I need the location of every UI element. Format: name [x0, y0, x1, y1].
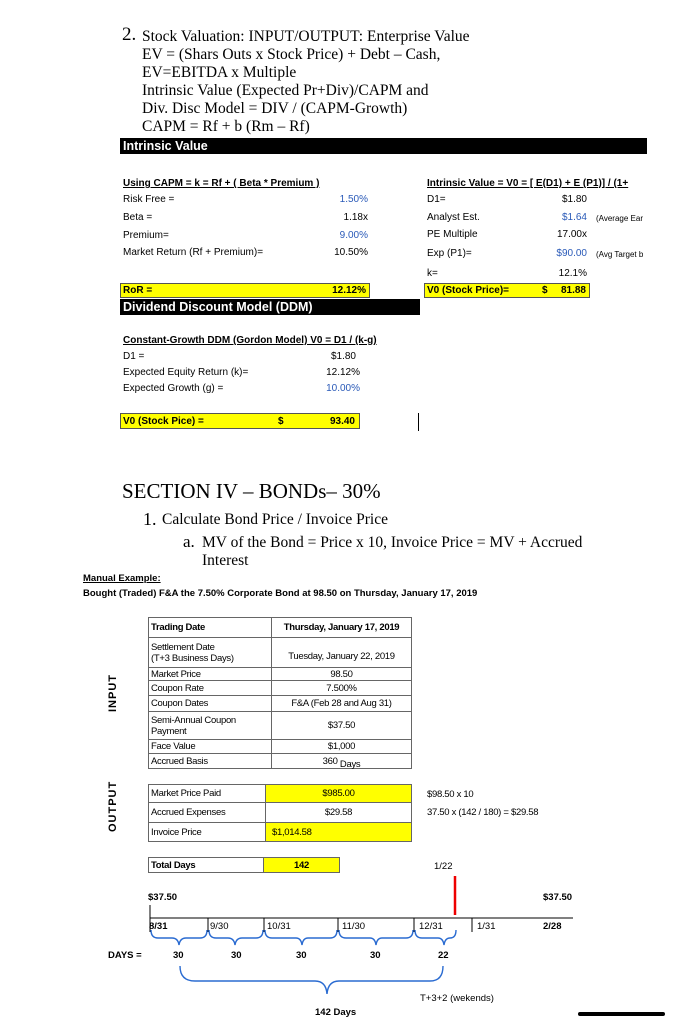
ddm-v0-label: V0 (Stock Pice) = — [123, 416, 204, 427]
stock-line-2: EV = (Shars Outs x Stock Price) + Debt – Cash, — [142, 46, 441, 63]
table-cell: $1,014.58 — [266, 823, 412, 842]
table-cell: Settlement Date (T+3 Business Days) — [149, 638, 272, 668]
timeline-date: 10/31 — [267, 921, 291, 932]
stock-line-4: Intrinsic Value (Expected Pr+Div)/CAPM and — [142, 82, 429, 99]
timeline-date: 8/31 — [149, 921, 168, 932]
stock-line-3: EV=EBITDA x Multiple — [142, 64, 297, 81]
intrinsic-label: k= — [427, 268, 438, 279]
intrinsic-value: $90.00 — [556, 248, 587, 259]
ddm-label: Expected Growth (g) = — [123, 383, 224, 394]
output-label: OUTPUT — [107, 780, 119, 832]
v0-label: V0 (Stock Price)= — [427, 285, 509, 296]
ddm-bar: Dividend Discount Model (DDM) — [120, 299, 420, 315]
table-cell: Tuesday, January 22, 2019 — [272, 638, 412, 668]
table-cell: Accrued Basis — [149, 754, 272, 769]
coupon-left: $37.50 — [148, 892, 178, 903]
table-cell: 98.50 — [272, 668, 412, 681]
table-cell: Total Days — [149, 858, 264, 873]
days-value: 30 — [231, 950, 242, 961]
table-cell: $1,000 — [272, 740, 412, 754]
intrinsic-label: Analyst Est. — [427, 212, 480, 223]
table-cell: Semi-Annual Coupon Payment — [149, 712, 272, 740]
table-cell: $29.58 — [266, 803, 412, 823]
intrinsic-value: $1.64 — [561, 212, 587, 223]
table-cell: Accrued Expenses — [149, 803, 266, 823]
total-brace — [180, 966, 443, 994]
capm-value: 10.50% — [334, 247, 368, 258]
table-cell: Market Price Paid — [149, 785, 266, 803]
stock-line-6: CAPM = Rf + b (Rm – Rf) — [142, 118, 310, 135]
intrinsic-note: (Avg Target b — [596, 250, 644, 259]
sub-line-1: MV of the Bond = Price x 10, Invoice Price = MV + Accrued — [202, 534, 583, 551]
ror-value: 12.12% — [332, 285, 366, 296]
total-days-label: 142 Days — [315, 1007, 357, 1018]
capm-value: 1.50% — [339, 194, 368, 205]
capm-label: Risk Free = — [123, 194, 175, 205]
capm-value: 1.18x — [343, 212, 368, 223]
settlement-marker-label: 1/22 — [434, 861, 453, 872]
intrinsic-value: 12.1% — [558, 268, 587, 279]
timeline-date: 9/30 — [210, 921, 229, 932]
table-cell: Market Price — [149, 668, 272, 681]
accrued-basis-value: 360 — [322, 755, 338, 767]
days-value: 22 — [438, 950, 449, 961]
timeline-date: 12/31 — [419, 921, 443, 932]
table-cell: F&A (Feb 28 and Aug 31) — [272, 696, 412, 712]
table-cell: Face Value — [149, 740, 272, 754]
ddm-v0-dollar: $ — [278, 416, 284, 427]
table-cell: $37.50 — [272, 712, 412, 740]
month-braces — [151, 930, 456, 994]
capm-value: 9.00% — [339, 230, 368, 241]
item-number: 1. — [143, 509, 157, 529]
table-cell: Coupon Dates — [149, 696, 272, 712]
intrinsic-note: (Average Ear — [596, 214, 643, 223]
days-value: 30 — [370, 950, 381, 961]
output-note: 37.50 x (142 / 180) = $29.58 — [427, 807, 539, 818]
output-note: $98.50 x 10 — [427, 789, 474, 800]
accrued-basis-unit: Days — [339, 758, 361, 770]
intrinsic-value: 17.00x — [556, 229, 587, 240]
stock-line-1: Stock Valuation: INPUT/OUTPUT: Enterprise Value — [142, 28, 470, 45]
ror-label: RoR = — [123, 285, 153, 296]
ddm-label: D1 = — [123, 351, 145, 362]
capm-label: Market Return (Rf + Premium)= — [123, 247, 264, 258]
ddm-value: $1.80 — [330, 351, 356, 362]
v0-value: 81.88 — [560, 285, 586, 296]
timeline-date: 1/31 — [477, 921, 496, 932]
coupon-right: $37.50 — [543, 892, 573, 903]
days-value: 30 — [296, 950, 307, 961]
table-cell: 142 — [264, 858, 340, 873]
sub-line-2: Interest — [202, 552, 249, 569]
settlement-note: T+3+2 (wekends) — [420, 993, 494, 1004]
intrinsic-label: D1= — [427, 194, 446, 205]
ddm-title: Constant-Growth DDM (Gordon Model) V0 = D1 / (k-g) — [123, 335, 377, 346]
timeline-date: 11/30 — [342, 921, 366, 932]
days-value: 30 — [173, 950, 184, 961]
capm-title: Using CAPM = k = Rf + ( Beta * Premium ) — [123, 178, 320, 189]
table-cell: Coupon Rate — [149, 681, 272, 696]
table-cell: Invoice Price — [149, 823, 266, 842]
timeline-date: 2/28 — [543, 921, 562, 932]
manual-example-label: Manual Example: — [83, 573, 161, 584]
intrinsic-value: $1.80 — [561, 194, 587, 205]
section-number: 2. — [122, 24, 137, 45]
ddm-value: 12.12% — [326, 367, 360, 378]
intrinsic-value-bar: Intrinsic Value — [120, 138, 647, 154]
sub-letter: a. — [183, 532, 195, 551]
v0-dollar: $ — [542, 285, 548, 296]
item-text: Calculate Bond Price / Invoice Price — [162, 511, 388, 528]
table-cell: Thursday, January 17, 2019 — [272, 618, 412, 638]
ddm-value: 10.00% — [326, 383, 360, 394]
capm-label: Premium= — [123, 230, 169, 241]
input-label: INPUT — [107, 674, 119, 712]
manual-example-desc: Bought (Traded) F&A the 7.50% Corporate Bond at 98.50 on Thursday, January 17, 2019 — [83, 588, 478, 599]
table-cell: 7.500% — [272, 681, 412, 696]
intrinsic-label: PE Multiple — [427, 229, 478, 240]
ddm-v0-value: 93.40 — [329, 416, 355, 427]
section-iv-title: SECTION IV – BONDs– 30% — [122, 479, 381, 503]
intrinsic-label: Exp (P1)= — [427, 248, 472, 259]
ddm-label: Expected Equity Return (k)= — [123, 367, 249, 378]
days-label: DAYS = — [108, 950, 142, 961]
table-cell: Trading Date — [149, 618, 272, 638]
capm-label: Beta = — [123, 212, 153, 223]
stock-line-5: Div. Disc Model = DIV / (CAPM-Growth) — [142, 100, 408, 117]
table-cell: $985.00 — [266, 785, 412, 803]
intrinsic-title: Intrinsic Value = V0 = [ E(D1) + E (P1)] / (1+ — [427, 178, 629, 189]
